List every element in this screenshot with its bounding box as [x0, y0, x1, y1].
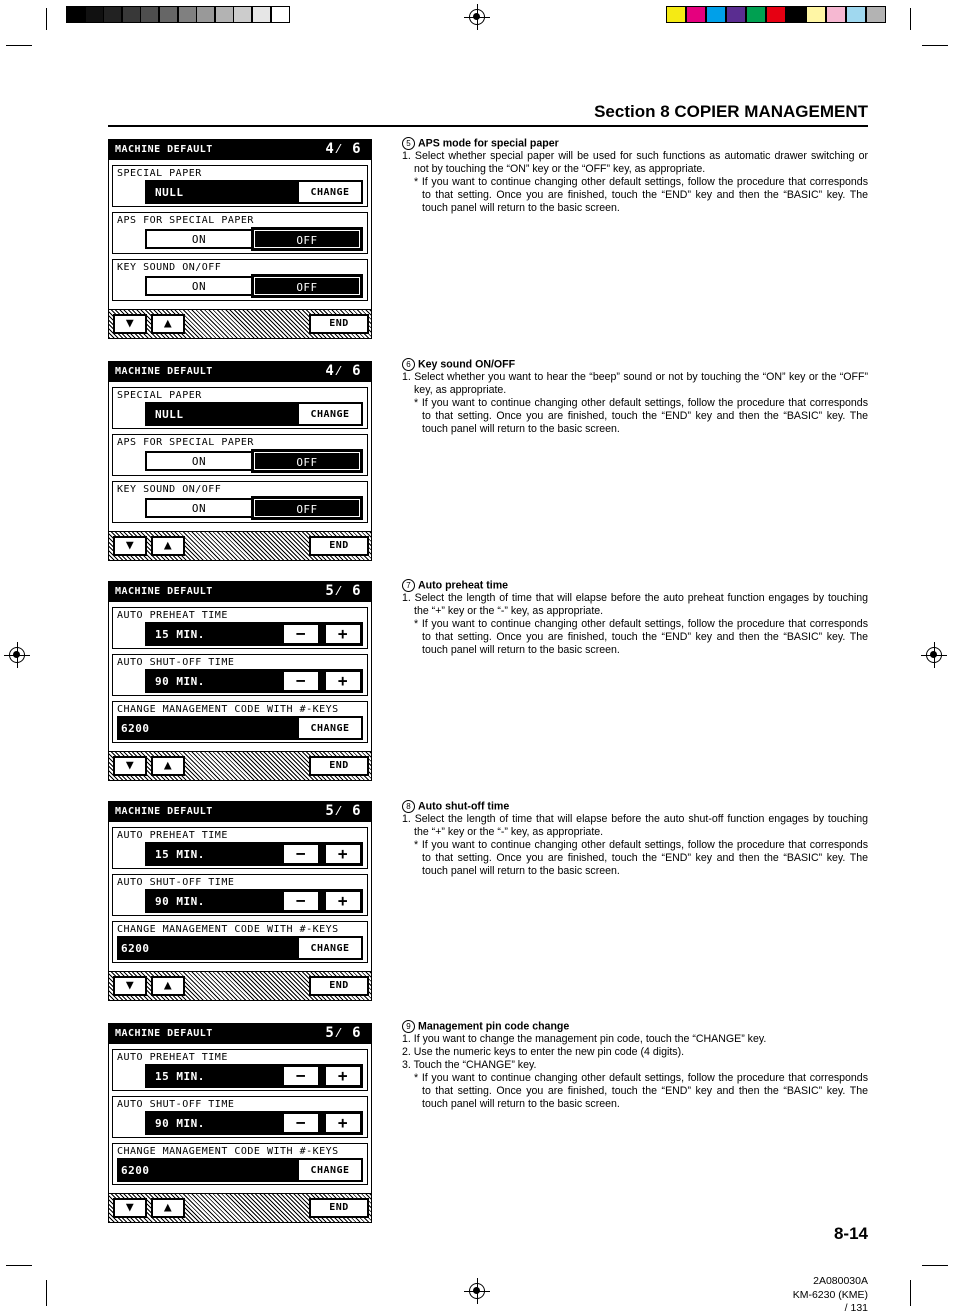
crop-mark — [46, 8, 47, 30]
minus-button[interactable]: − — [283, 624, 319, 644]
instruction-item: 2. Use the numeric keys to enter the new pin code (4 digits). — [402, 1046, 685, 1059]
crop-mark — [910, 8, 911, 30]
panel-page-indicator: 5⁄ 6 — [325, 583, 361, 599]
block-heading — [402, 579, 868, 592]
section-label: SPECIAL PAPER — [117, 390, 202, 401]
auto-shutoff-section — [112, 654, 368, 696]
heading-text: Management pin code change — [418, 1020, 570, 1033]
machine-default-panel-5 — [108, 1023, 372, 1223]
color-swatch — [666, 6, 686, 23]
off-button[interactable]: OFF — [251, 227, 363, 251]
change-button[interactable]: CHANGE — [299, 938, 361, 958]
auto-shutoff-description — [402, 800, 868, 878]
panel-header — [109, 362, 371, 382]
crop-mark — [6, 1265, 32, 1266]
registration-mark-icon — [469, 1283, 485, 1299]
color-swatch — [806, 6, 826, 23]
change-button[interactable]: CHANGE — [299, 718, 361, 738]
page-up-button[interactable]: ▲ — [151, 314, 185, 334]
value-text: 90 MIN. — [155, 1117, 205, 1130]
gray-swatch — [159, 6, 178, 23]
minus-button[interactable]: − — [283, 1113, 319, 1133]
section-label: APS FOR SPECIAL PAPER — [117, 215, 254, 226]
value-text: NULL — [155, 408, 184, 421]
minus-button[interactable]: − — [283, 1066, 319, 1086]
crop-mark — [922, 45, 948, 46]
registration-mark-icon — [9, 647, 25, 663]
block-heading — [402, 800, 868, 813]
end-button[interactable]: END — [309, 1198, 369, 1218]
page-down-button[interactable]: ▼ — [113, 536, 147, 556]
value-text: 15 MIN. — [155, 848, 205, 861]
page-up-button[interactable]: ▲ — [151, 756, 185, 776]
section-label: AUTO SHUT-OFF TIME — [117, 1099, 235, 1110]
value-text: NULL — [155, 186, 184, 199]
page-up-button[interactable]: ▲ — [151, 1198, 185, 1218]
time-stepper — [283, 671, 361, 691]
color-swatch — [706, 6, 726, 23]
plus-button[interactable]: + — [325, 891, 361, 911]
value-text: 15 MIN. — [155, 1070, 205, 1083]
value-text: 90 MIN. — [155, 895, 205, 908]
gray-swatch — [85, 6, 104, 23]
panel-footer — [109, 531, 371, 560]
crop-mark — [922, 1265, 948, 1266]
on-button[interactable]: ON — [145, 276, 253, 296]
on-off-toggle — [145, 496, 363, 520]
plus-button[interactable]: + — [325, 1113, 361, 1133]
off-button[interactable]: OFF — [251, 496, 363, 520]
gray-swatch — [140, 6, 159, 23]
model-code: KM-6230 (KME) — [792, 1289, 868, 1301]
management-code-value — [117, 936, 363, 960]
machine-default-panel-3 — [108, 581, 372, 781]
instruction-item: 1. Select the length of time that will elapse before the auto preheat function engages by touching the “+” key or the “-” key, as appropriate. — [402, 592, 868, 618]
color-swatch — [766, 6, 786, 23]
panel-title: MACHINE DEFAULT — [115, 144, 213, 155]
special-paper-value — [145, 180, 363, 204]
note-text: * If you want to continue changing other default settings, follow the procedure that corresponds to that setting. Once you are finished, touch the “END” key and then the “BASIC” key. The touch panel will return to the basic screen. — [414, 397, 868, 436]
gray-swatch — [66, 6, 85, 23]
color-swatch — [726, 6, 746, 23]
shutoff-value — [145, 889, 363, 913]
note-text: * If you want to continue changing other default settings, follow the procedure that corresponds to that setting. Once you are finished, touch the “END” key and then the “BASIC” key. The touch panel will return to the basic screen. — [414, 618, 868, 657]
color-swatch — [786, 6, 806, 23]
block-heading — [402, 358, 868, 371]
gray-swatch — [178, 6, 197, 23]
plus-button[interactable]: + — [325, 624, 361, 644]
plus-button[interactable]: + — [325, 1066, 361, 1086]
time-stepper — [283, 1066, 361, 1086]
gray-swatch — [252, 6, 271, 23]
preheat-value — [145, 1064, 363, 1088]
crop-mark — [6, 45, 32, 46]
heading-text: Auto shut-off time — [418, 800, 510, 813]
on-button[interactable]: ON — [145, 451, 253, 471]
preheat-value — [145, 622, 363, 646]
time-stepper — [283, 891, 361, 911]
panel-page-indicator: 4⁄ 6 — [325, 363, 361, 379]
instruction-item: 1. Select the length of time that will elapse before the auto shut-off function engages by touching the “+” key or the “-” key, as appropriate. — [402, 813, 868, 839]
registration-mark-icon — [469, 9, 485, 25]
section-label: CHANGE MANAGEMENT CODE WITH #-KEYS — [117, 1146, 339, 1157]
management-code-section — [112, 701, 368, 743]
value-text: 6200 — [121, 1164, 150, 1177]
special-paper-section — [112, 165, 368, 207]
panel-footer — [109, 1193, 371, 1222]
gray-swatch — [103, 6, 122, 23]
aps-mode-description — [402, 137, 868, 215]
instruction-item: 1. Select whether special paper will be used for such functions as automatic drawer switching or not by touching the “ON” key or the “OFF” key, as appropriate. — [402, 150, 868, 176]
instruction-item: 1. If you want to change the management pin code, touch the “CHANGE” key. — [402, 1033, 767, 1046]
section-label: KEY SOUND ON/OFF — [117, 484, 222, 495]
on-off-toggle — [145, 227, 363, 251]
auto-shutoff-section — [112, 874, 368, 916]
gray-swatch — [196, 6, 215, 23]
management-code-section — [112, 1143, 368, 1185]
management-code-value — [117, 716, 363, 740]
panel-header — [109, 802, 371, 822]
special-paper-section — [112, 387, 368, 429]
panel-footer — [109, 971, 371, 1000]
section-title: Section 8 COPIER MANAGEMENT — [594, 102, 868, 121]
panel-title: MACHINE DEFAULT — [115, 1028, 213, 1039]
machine-default-panel-4 — [108, 801, 372, 1001]
change-button[interactable]: CHANGE — [299, 1160, 361, 1180]
color-swatch — [866, 6, 886, 23]
machine-default-panel-1 — [108, 139, 372, 339]
panel-title: MACHINE DEFAULT — [115, 586, 213, 597]
section-label: AUTO PREHEAT TIME — [117, 830, 228, 841]
key-sound-section — [112, 481, 368, 523]
page-up-button[interactable]: ▲ — [151, 536, 185, 556]
on-button[interactable]: ON — [145, 498, 253, 518]
auto-preheat-section — [112, 607, 368, 649]
section-label: CHANGE MANAGEMENT CODE WITH #-KEYS — [117, 704, 339, 715]
heading-text: Auto preheat time — [418, 579, 509, 592]
value-text: 15 MIN. — [155, 628, 205, 641]
special-paper-value — [145, 402, 363, 426]
shutoff-value — [145, 1111, 363, 1135]
section-label: AUTO PREHEAT TIME — [117, 1052, 228, 1063]
section-label: APS FOR SPECIAL PAPER — [117, 437, 254, 448]
plus-button[interactable]: + — [325, 844, 361, 864]
page-down-button[interactable]: ▼ — [113, 1198, 147, 1218]
section-label: SPECIAL PAPER — [117, 168, 202, 179]
value-text: 90 MIN. — [155, 675, 205, 688]
crop-mark — [46, 1280, 47, 1306]
panel-page-indicator: 5⁄ 6 — [325, 803, 361, 819]
panel-footer — [109, 309, 371, 338]
section-rule — [108, 125, 868, 127]
page-down-button[interactable]: ▼ — [113, 976, 147, 996]
aps-special-paper-section — [112, 212, 368, 254]
value-text: 6200 — [121, 722, 150, 735]
auto-preheat-section — [112, 827, 368, 869]
note-text: * If you want to continue changing other default settings, follow the procedure that corresponds to that setting. Once you are finished, touch the “END” key and then the “BASIC” key. The touch panel will return to the basic screen. — [414, 176, 868, 215]
color-swatch — [826, 6, 846, 23]
page-down-button[interactable]: ▼ — [113, 756, 147, 776]
gray-swatch — [271, 6, 290, 23]
key-sound-section — [112, 259, 368, 301]
panel-page-indicator: 5⁄ 6 — [325, 1025, 361, 1041]
minus-button[interactable]: − — [283, 844, 319, 864]
aps-special-paper-section — [112, 434, 368, 476]
time-stepper — [283, 624, 361, 644]
section-label: KEY SOUND ON/OFF — [117, 262, 222, 273]
end-button[interactable]: END — [309, 976, 369, 996]
minus-button[interactable]: − — [283, 671, 319, 691]
plus-button[interactable]: + — [325, 671, 361, 691]
note-text: * If you want to continue changing other default settings, follow the procedure that corresponds to that setting. Once you are finished, touch the “END” key and then the “BASIC” key. The touch panel will return to the basic screen. — [414, 1072, 868, 1111]
panel-header — [109, 1024, 371, 1044]
section-label: AUTO SHUT-OFF TIME — [117, 877, 235, 888]
panel-footer — [109, 751, 371, 780]
block-heading — [402, 137, 868, 150]
circled-number: 9 — [402, 1020, 415, 1033]
preheat-value — [145, 842, 363, 866]
color-swatch — [846, 6, 866, 23]
circled-number: 5 — [402, 137, 415, 150]
section-label: CHANGE MANAGEMENT CODE WITH #-KEYS — [117, 924, 339, 935]
instruction-item: 1. Select whether you want to hear the “beep” sound or not by touching the “ON” key or the “OFF” key, as appropriate. — [402, 371, 868, 397]
panel-title: MACHINE DEFAULT — [115, 366, 213, 377]
auto-preheat-description — [402, 579, 868, 657]
color-swatch — [686, 6, 706, 23]
auto-shutoff-section — [112, 1096, 368, 1138]
key-sound-description — [402, 358, 868, 436]
panel-page-indicator: 4⁄ 6 — [325, 141, 361, 157]
document-code: 2A080030A — [813, 1275, 868, 1287]
circled-number: 7 — [402, 579, 415, 592]
panel-title: MACHINE DEFAULT — [115, 806, 213, 817]
change-button[interactable]: CHANGE — [299, 404, 361, 424]
sheet-code: / 131 — [844, 1302, 868, 1314]
time-stepper — [283, 1113, 361, 1133]
time-stepper — [283, 844, 361, 864]
gray-swatch — [215, 6, 234, 23]
circled-number: 6 — [402, 358, 415, 371]
heading-text: Key sound ON/OFF — [418, 358, 516, 371]
end-button[interactable]: END — [309, 314, 369, 334]
minus-button[interactable]: − — [283, 891, 319, 911]
on-off-toggle — [145, 274, 363, 298]
page-down-button[interactable]: ▼ — [113, 314, 147, 334]
end-button[interactable]: END — [309, 756, 369, 776]
shutoff-value — [145, 669, 363, 693]
heading-text: APS mode for special paper — [418, 137, 559, 150]
pin-code-description — [402, 1020, 868, 1111]
block-heading — [402, 1020, 868, 1033]
instruction-item: 3. Touch the “CHANGE” key. — [402, 1059, 537, 1072]
circled-number: 8 — [402, 800, 415, 813]
off-button[interactable]: OFF — [251, 274, 363, 298]
gray-swatch — [122, 6, 141, 23]
panel-header — [109, 140, 371, 160]
value-text: 6200 — [121, 942, 150, 955]
management-code-value — [117, 1158, 363, 1182]
gray-swatch — [233, 6, 252, 23]
change-button[interactable]: CHANGE — [299, 182, 361, 202]
management-code-section — [112, 921, 368, 963]
page-up-button[interactable]: ▲ — [151, 976, 185, 996]
note-text: * If you want to continue changing other default settings, follow the procedure that corresponds to that setting. Once you are finished, touch the “END” key and then the “BASIC” key. The touch panel will return to the basic screen. — [414, 839, 868, 878]
on-button[interactable]: ON — [145, 229, 253, 249]
end-button[interactable]: END — [309, 536, 369, 556]
color-swatch — [746, 6, 766, 23]
machine-default-panel-2 — [108, 361, 372, 561]
registration-mark-icon — [926, 647, 942, 663]
section-label: AUTO SHUT-OFF TIME — [117, 657, 235, 668]
on-off-toggle — [145, 449, 363, 473]
page-number: 8-14 — [833, 1224, 868, 1243]
panel-header — [109, 582, 371, 602]
auto-preheat-section — [112, 1049, 368, 1091]
off-button[interactable]: OFF — [251, 449, 363, 473]
crop-mark — [910, 1280, 911, 1306]
section-label: AUTO PREHEAT TIME — [117, 610, 228, 621]
